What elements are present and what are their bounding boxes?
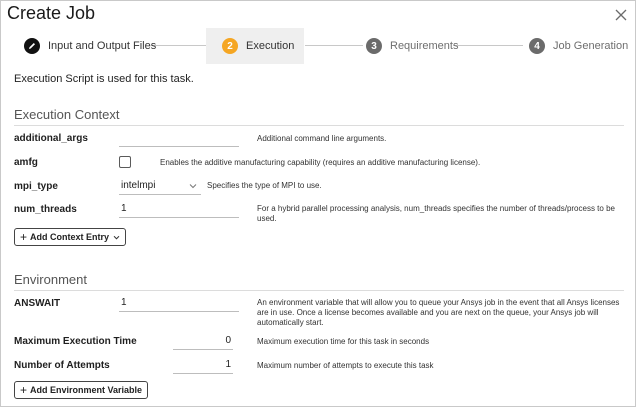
section-divider xyxy=(14,125,624,126)
field-description: Enables the additive manufacturing capability (requires an additive manufacturing license). xyxy=(160,158,481,167)
field-description: Additional command line arguments. xyxy=(257,134,387,143)
field-description-line: automatically start. xyxy=(257,318,324,327)
mpi-type-select[interactable] xyxy=(119,177,201,195)
stepper xyxy=(1,28,636,64)
step-connector xyxy=(453,45,523,46)
intro-text: Execution Script is used for this task. xyxy=(14,73,194,85)
field-description-line: are in use. Once a license becomes available and you are next on the queue, your Ansys job will xyxy=(257,308,599,317)
additional-args-input[interactable] xyxy=(119,129,239,147)
field-description: Specifies the type of MPI to use. xyxy=(207,181,322,190)
step-connector xyxy=(151,45,207,46)
section-title-environment: Environment xyxy=(14,272,87,287)
step-number: 4 xyxy=(529,38,545,54)
step-input-output-files[interactable] xyxy=(24,28,156,64)
button-label: Add Context Entry xyxy=(30,232,110,242)
step-label: Execution xyxy=(246,40,295,52)
add-context-entry-button[interactable] xyxy=(14,228,126,246)
step-requirements[interactable] xyxy=(366,28,458,64)
close-icon xyxy=(614,8,628,22)
section-divider xyxy=(14,290,624,291)
step-label: Requirements xyxy=(390,40,459,52)
field-description: Maximum number of attempts to execute this task xyxy=(257,361,434,370)
plus-icon: + xyxy=(20,230,28,244)
field-label-maximum-execution-time: Maximum Execution Time xyxy=(14,336,137,347)
field-description-line: An environment variable that will allow you to queue your Ansys job in the event that all Ansys licenses xyxy=(257,298,620,307)
num-threads-input[interactable]: 1 xyxy=(119,200,239,218)
chevron-down-icon xyxy=(113,235,120,240)
field-label-num-threads: num_threads xyxy=(14,204,77,215)
amfg-checkbox[interactable] xyxy=(119,156,131,168)
field-label-number-of-attempts: Number of Attempts xyxy=(14,360,110,371)
step-connector xyxy=(305,45,363,46)
field-label-answait: ANSWAIT xyxy=(14,298,61,309)
add-environment-variable-button[interactable] xyxy=(14,381,148,399)
field-label-additional-args: additional_args xyxy=(14,133,88,144)
step-number: 2 xyxy=(222,38,238,54)
section-title-execution-context: Execution Context xyxy=(14,107,120,122)
field-description: Maximum execution time for this task in seconds xyxy=(257,337,430,346)
step-label: Job Generation xyxy=(553,40,629,52)
close-button[interactable] xyxy=(614,8,628,22)
number-of-attempts-input[interactable]: 1 xyxy=(173,356,233,374)
button-label: Add Environment Variable xyxy=(30,385,143,395)
field-description xyxy=(257,298,619,328)
answait-input[interactable]: 1 xyxy=(119,294,239,312)
step-label: Input and Output Files xyxy=(48,40,157,52)
chevron-down-icon xyxy=(189,183,197,189)
step-number: 3 xyxy=(366,38,382,54)
step-job-generation[interactable] xyxy=(529,28,628,64)
field-label-mpi-type: mpi_type xyxy=(14,181,58,192)
plus-icon: + xyxy=(20,383,28,397)
dialog-title: Create Job xyxy=(7,3,96,23)
field-description-line: used. xyxy=(257,214,277,223)
pencil-icon xyxy=(24,38,40,54)
field-description xyxy=(257,204,615,224)
maximum-execution-time-input[interactable]: 0 xyxy=(173,332,233,350)
field-description-line: For a hybrid parallel processing analysis, num_threads specifies the number of threads/process to be xyxy=(257,204,615,213)
field-label-amfg: amfg xyxy=(14,157,38,168)
select-value: intelmpi xyxy=(121,180,156,191)
step-execution[interactable] xyxy=(206,28,304,64)
